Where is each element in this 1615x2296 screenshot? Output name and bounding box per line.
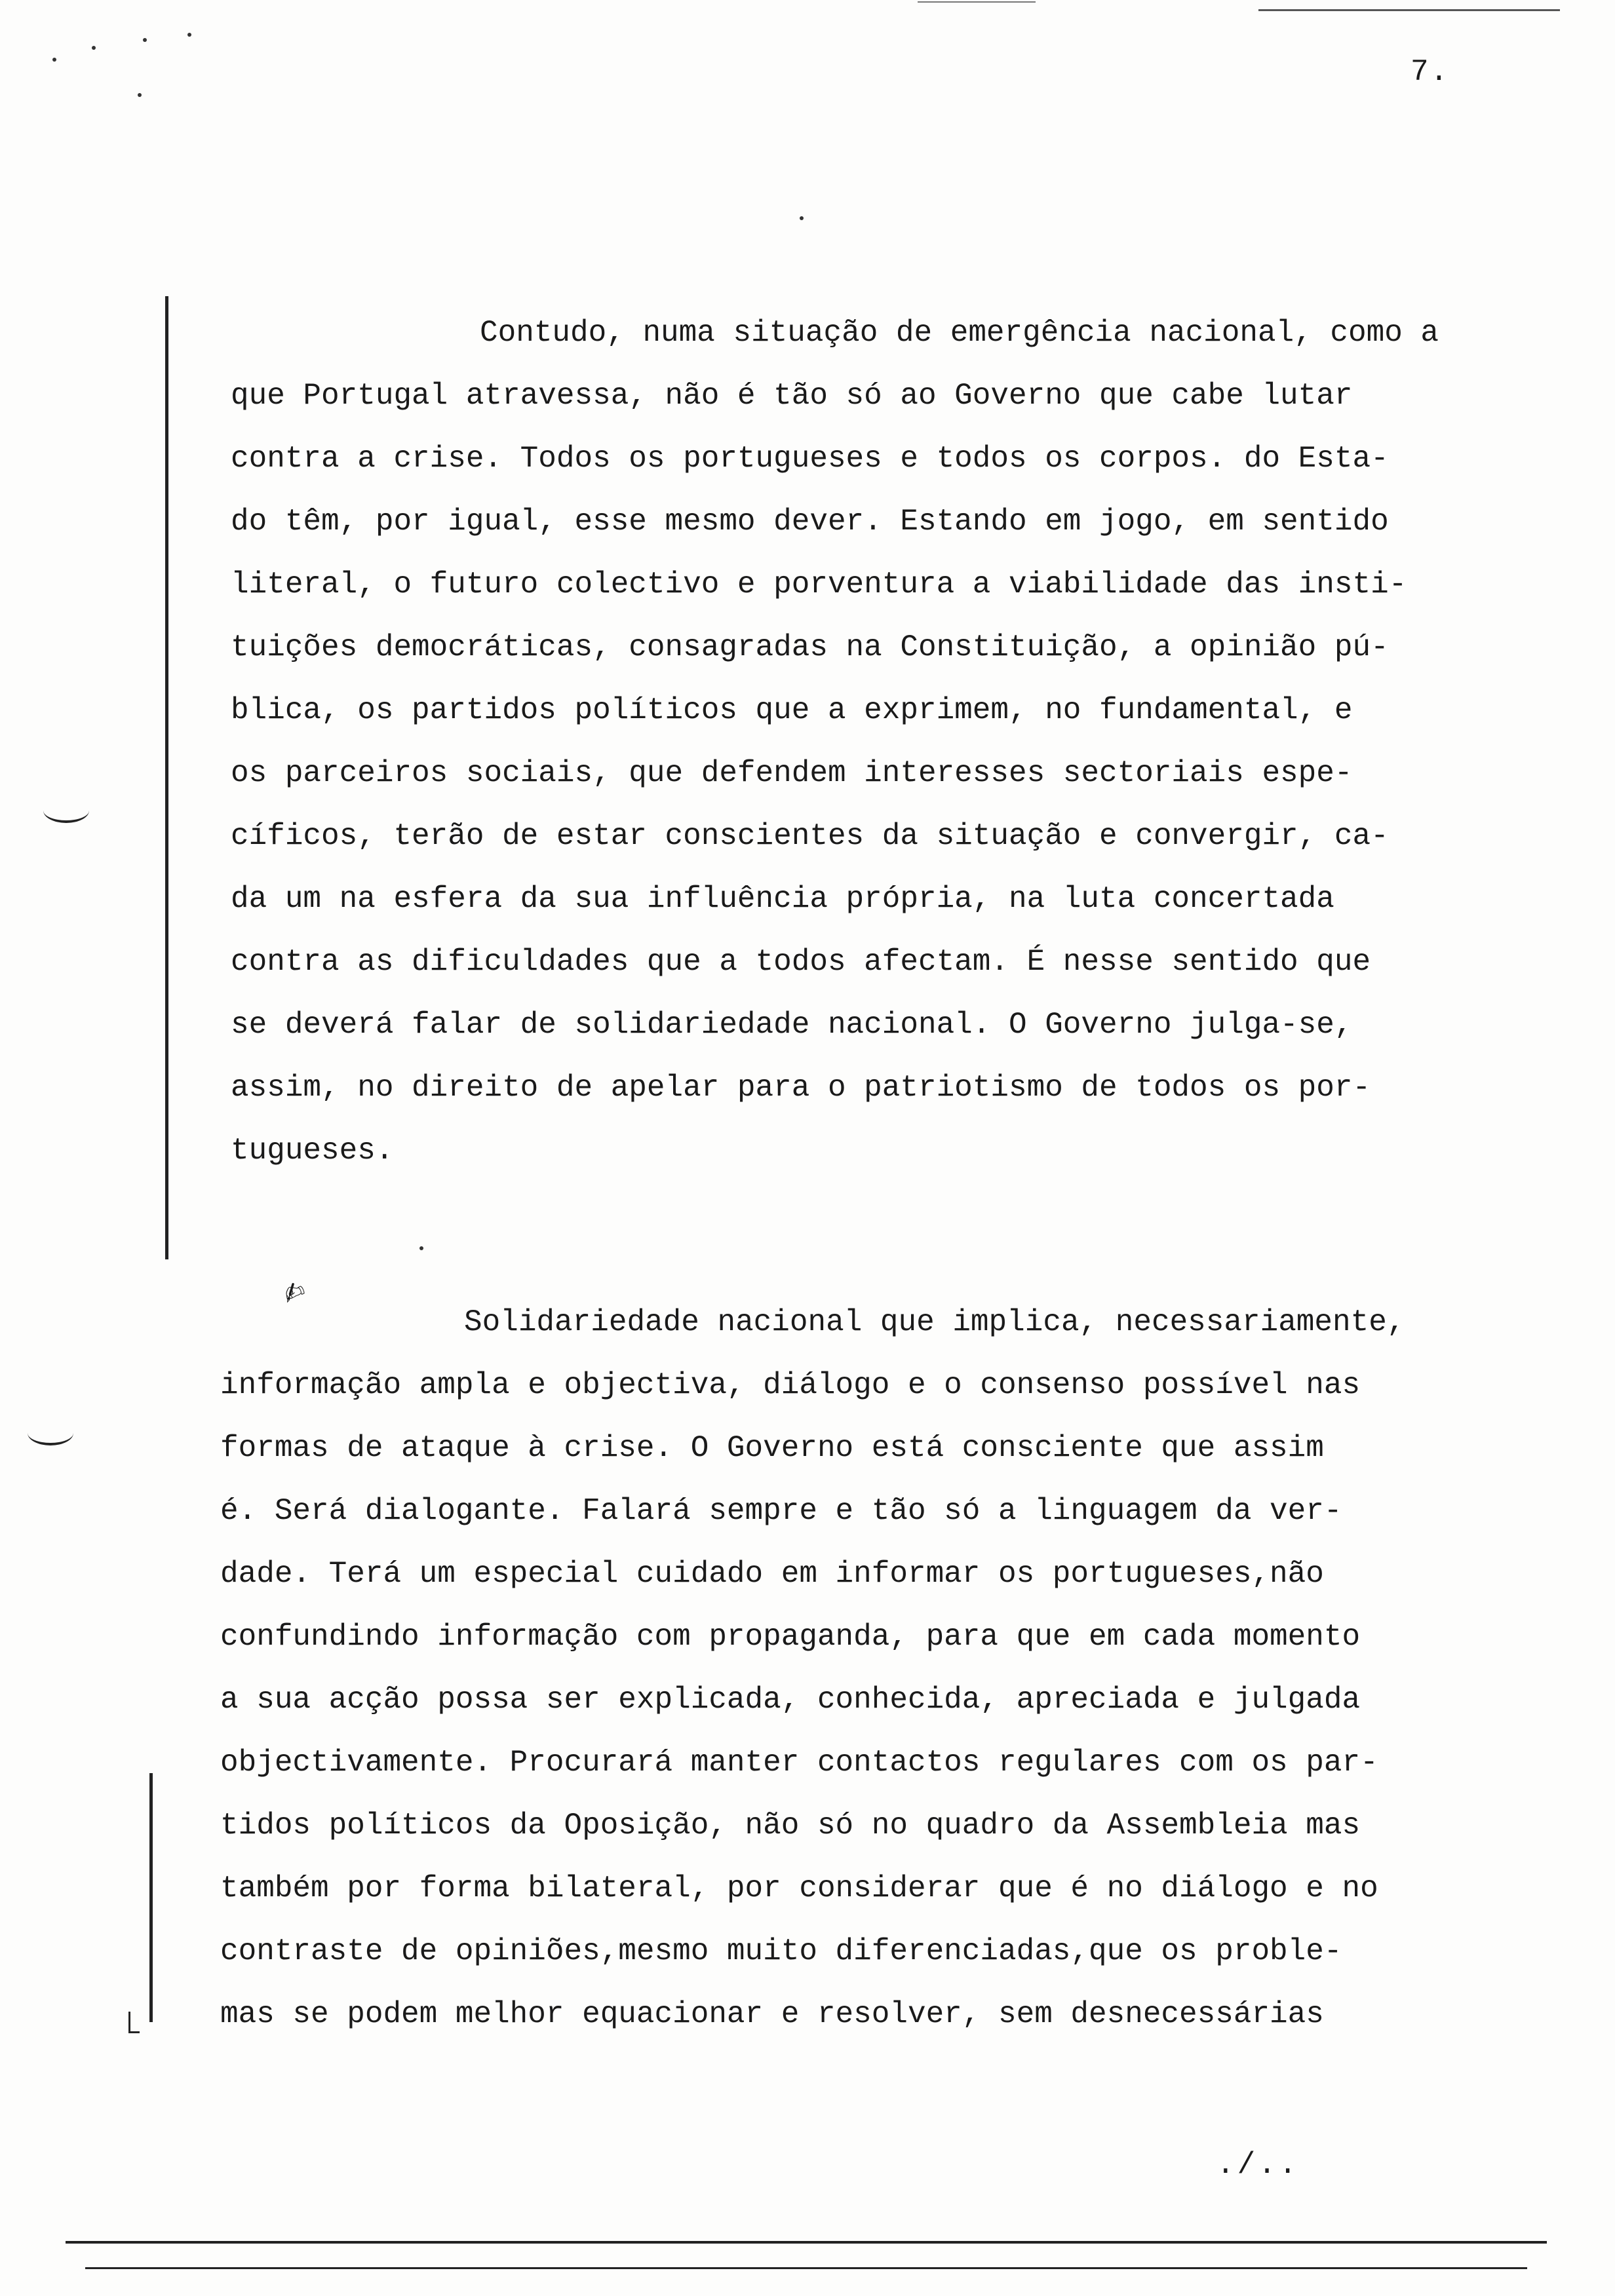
text-line: blica, os partidos políticos que a exprimem, no fundamental, e (231, 693, 1353, 727)
text-line: Solidariedade nacional que implica, necessariamente, (464, 1305, 1405, 1339)
text-line: tidos políticos da Oposição, não só no quadro da Assembleia mas (220, 1808, 1361, 1843)
scan-speck (419, 1246, 423, 1250)
text-line: mas se podem melhor equacionar e resolver, sem desnecessárias (220, 1997, 1324, 2031)
text-line: é. Será dialogante. Falará sempre e tão só a linguagem da ver- (220, 1494, 1342, 1528)
scan-speck (138, 93, 142, 97)
text-line: contraste de opiniões,mesmo muito diferenciadas,que os proble- (220, 1934, 1342, 1968)
text-line: se deverá falar de solidariedade nacional. O Governo julga-se, (231, 1008, 1353, 1042)
text-line: tugueses. (231, 1134, 394, 1168)
text-line: tuições democráticas, consagradas na Constituição, a opinião pú- (231, 630, 1389, 664)
text-line: contra a crise. Todos os portugueses e todos os corpos. do Esta- (231, 442, 1389, 476)
continuation-mark: ./.. (1216, 2148, 1300, 2182)
scan-edge-line (1258, 9, 1560, 11)
margin-check-mark (43, 798, 89, 823)
footer-rule (85, 2267, 1527, 2269)
margin-check-mark (28, 1421, 73, 1445)
text-line: confundindo informação com propaganda, para que em cada momento (220, 1620, 1361, 1654)
scan-speck (143, 38, 147, 42)
scan-speck (92, 46, 96, 50)
text-line: formas de ataque à crise. O Governo está consciente que assim (220, 1431, 1324, 1465)
text-line: Contudo, numa situação de emergência nacional, como a (480, 316, 1439, 350)
text-line: contra as dificuldades que a todos afectam. É nesse sentido que (231, 945, 1371, 979)
text-line: da um na esfera da sua influência própria, na luta concertada (231, 882, 1334, 916)
text-line: cíficos, terão de estar conscientes da situação e convergir, ca- (231, 819, 1389, 853)
page-number: 7. (1411, 55, 1450, 89)
margin-bracket-line (149, 1773, 153, 2022)
scan-speck (52, 58, 56, 62)
text-line: objectivamente. Procurará manter contactos regulares com os par- (220, 1746, 1378, 1780)
text-line: também por forma bilateral, por considerar que é no diálogo e no (220, 1871, 1378, 1905)
text-line: assim, no direito de apelar para o patriotismo de todos os por- (231, 1071, 1371, 1105)
text-line: dade. Terá um especial cuidado em informar os portugueses,não (220, 1557, 1324, 1591)
text-line: a sua acção possa ser explicada, conhecida, apreciada e julgada (220, 1683, 1361, 1717)
text-line: os parceiros sociais, que defendem interesses sectoriais espe- (231, 756, 1353, 790)
scan-speck (800, 216, 804, 220)
text-line: que Portugal atravessa, não é tão só ao Governo que cabe lutar (231, 379, 1353, 413)
footer-rule (66, 2241, 1547, 2244)
scan-speck (187, 33, 191, 37)
text-line: do têm, por igual, esse mesmo dever. Estando em jogo, em sentido (231, 505, 1389, 539)
pen-annotation-icon: ✍ (274, 1268, 313, 1316)
paragraph-2 (220, 1291, 1405, 2046)
text-line: literal, o futuro colectivo e porventura a viabilidade das insti- (231, 567, 1407, 602)
scan-edge-line (918, 1, 1036, 3)
margin-hook-mark (128, 2012, 140, 2033)
text-line: informação ampla e objectiva, diálogo e o consenso possível nas (220, 1368, 1361, 1402)
paragraph-1 (231, 301, 1439, 1182)
margin-bracket-line (165, 296, 168, 1259)
